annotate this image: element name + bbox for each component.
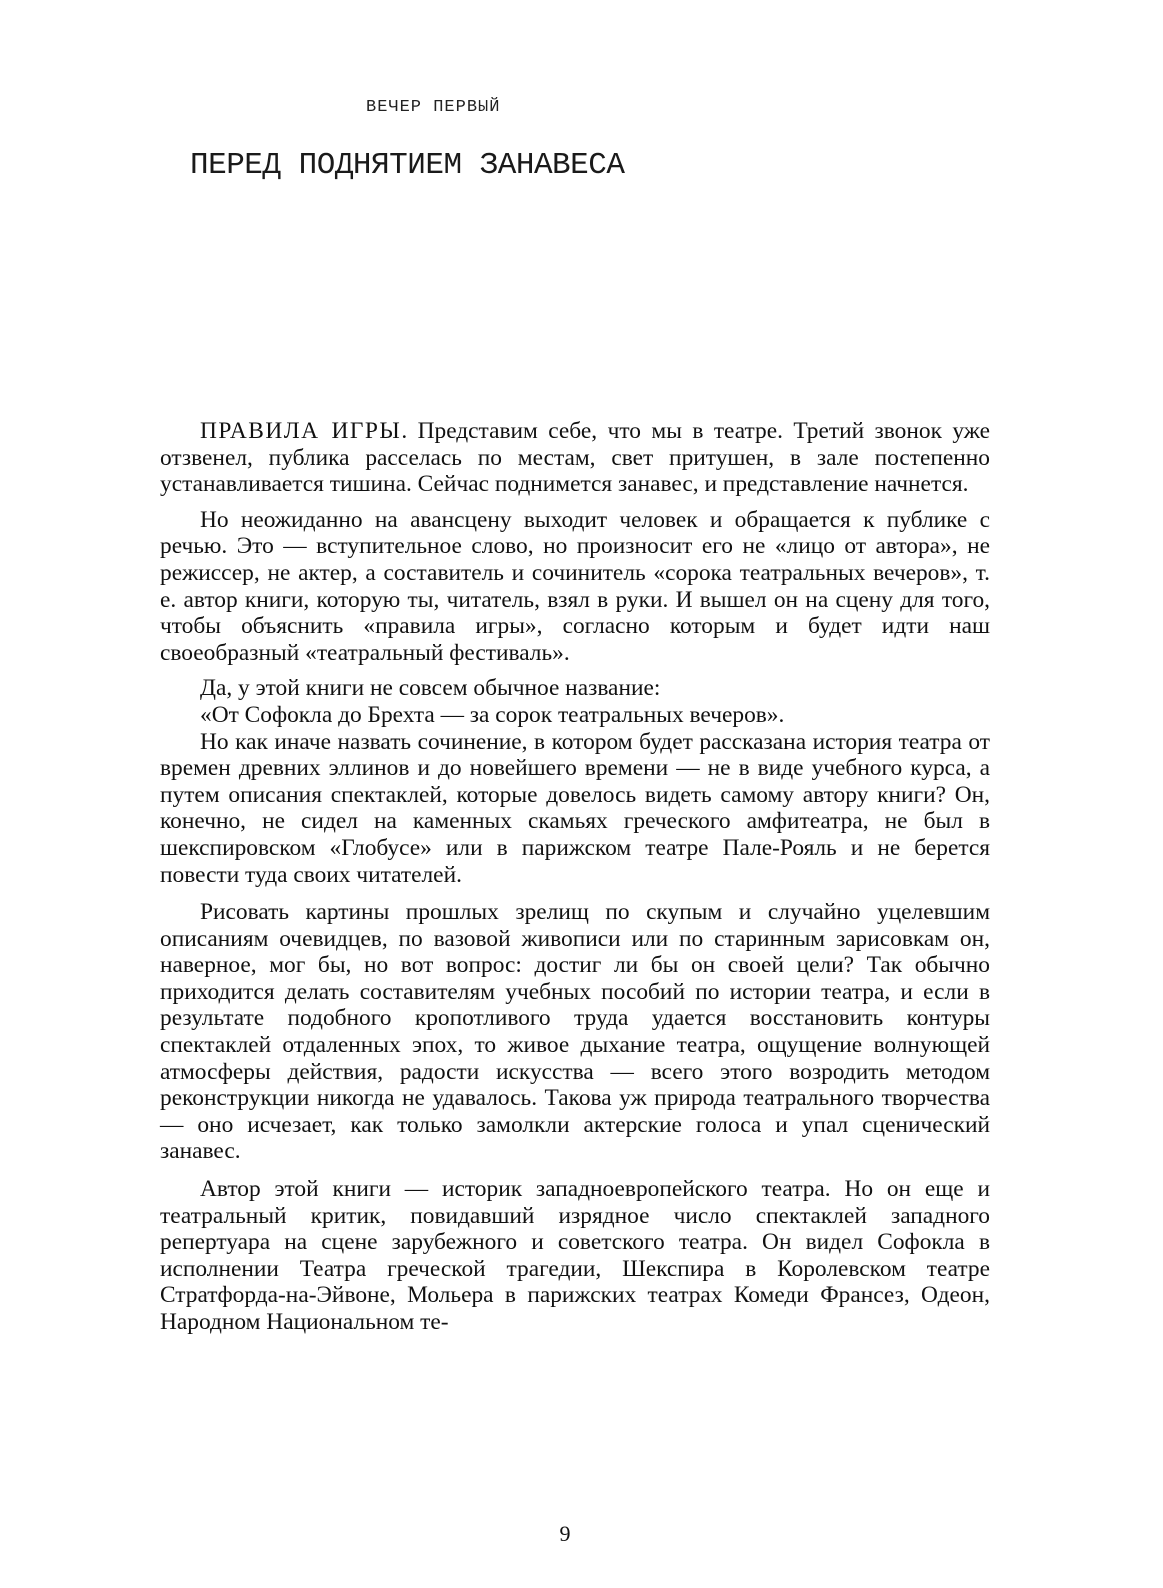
body-text (160, 418, 990, 1336)
chapter-title: ПЕРЕД ПОДНЯТИЕМ ЗАНАВЕСА (190, 148, 625, 183)
paragraph-1-text: . Представим себе, что мы в театре. Третий звонок уже отзвенел, публика расселась по местам, свет притушен, в зале постепенно устанавливается тишина. Сейчас поднимется занавес, и представление начнется. (160, 418, 991, 498)
paragraph-3: Да, у этой книги не совсем обычное название: (200, 675, 661, 702)
section-runin-heading: ПРАВИЛА ИГРЫ (200, 418, 402, 444)
paragraph-5: Но как иначе назвать сочинение, в котором будет рассказана история театра от времен древних эллинов и до новейшего времени — не в виде учебного курса, а путем описания спектаклей, которые довелось видеть самому автору книги? Он, конечно, не сидел на каменных скамьях греческого амфитеатра, не был в шекспировском «Глобусе» или в парижском театре Пале-Рояль и не берется повести туда своих читателей. (160, 728, 990, 888)
paragraph-6: Рисовать картины прошлых зрелищ по скупым и случайно уцелевшим описаниям очевидцев, по вазовой живописи или по старинным зарисовкам он, наверное, мог бы, но вот вопрос: достиг ли бы он своей цели? Так обычно приходится делать составителям учебных пособий по истории театра, и если в результате подобного кропотливого труда удается восстановить контуры спектаклей отдаленных эпох, то живое дыхание театра, ощущение волнующей атмосферы действия, радости искусства — всего этого возродить методом реконструкции никогда не удавалось. Такова уж природа театрального творчества — оно исчезает, как только замолкли актерские голоса и упал сценический занавес. (160, 899, 990, 1165)
paragraph-4: «От Софокла до Брехта — за сорок театральных вечеров». (200, 701, 785, 728)
paragraph-1 (160, 418, 990, 498)
paragraph-2: Но неожиданно на авансцену выходит человек и обращается к публике с речью. Это — вступительное слово, но произносит его не «лицо от автора», не режиссер, не актер, а составитель и сочинитель «сорока театральных вечеров», т. е. автор книги, которую ты, читатель, взял в руки. И вышел он на сцену для того, чтобы объяснить «правила игры», согласно которым и будет идти наш своеобразный «театральный фестиваль». (160, 506, 990, 666)
page-number: 9 (559, 1521, 571, 1546)
paragraph-7: Автор этой книги — историк западноевропейского театра. Но он еще и театральный критик, повидавший изрядное число спектаклей западного репертуара на сцене зарубежного и советского театра. Он видел Софокла в исполнении Театра греческой трагедии, Шекспира в Королевском театре Стратфорда-на-Эйвоне, Мольера в парижских театрах Комеди Франсез, Одеон, Народном Национальном те- (160, 1176, 990, 1335)
evening-label: ВЕЧЕР ПЕРВЫЙ (366, 98, 501, 117)
